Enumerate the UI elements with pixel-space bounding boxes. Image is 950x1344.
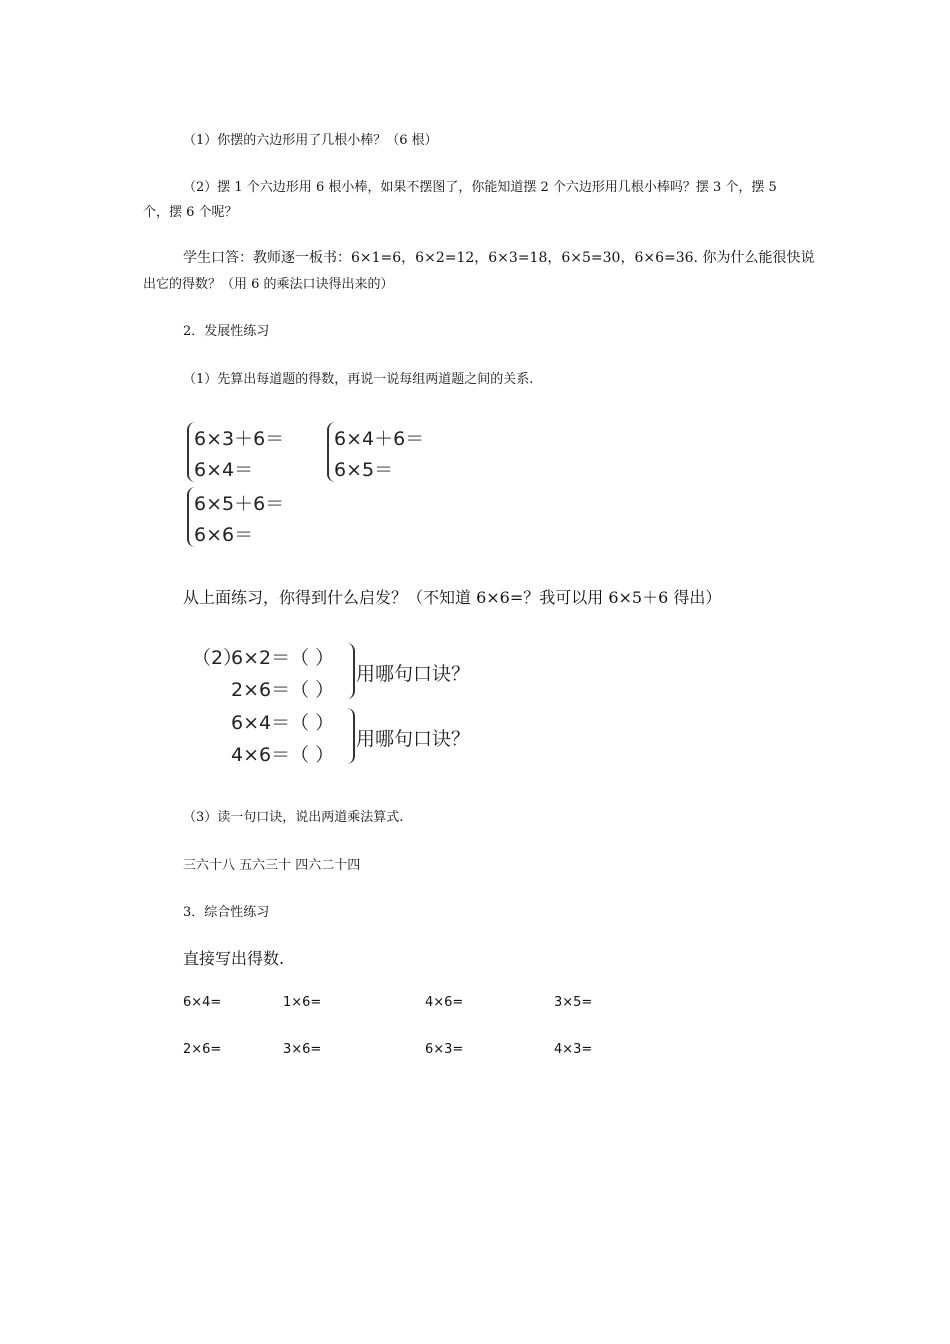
answer-cell: 1×6=	[283, 995, 322, 1010]
question-2-line-1: （2）摆 1 个六边形用 6 根小棒，如果不摆图了，你能知道摆 2 个六边形用几根小棒吗？摆 3 个，摆 5	[183, 180, 777, 195]
answer-cell: 6×4=	[183, 995, 222, 1010]
pair-2-line-2: 4×6＝（ ）	[231, 744, 335, 766]
question-1: （1）你摆的六边形用了几根小棒？（6 根）	[183, 133, 438, 148]
answer-cell: 4×3=	[554, 1042, 593, 1057]
question-2-line-2: 个，摆 6 个呢？	[143, 205, 238, 220]
pair-2-line-1: 6×4＝（ ）	[231, 712, 335, 734]
pair-1-line-2: 2×6＝（ ）	[231, 679, 335, 701]
pair-2-question: 用哪句口诀？	[356, 728, 471, 750]
group-3-top: 6×5＋6＝	[194, 493, 285, 515]
inspiration-question: 从上面练习，你得到什么启发？（不知道 6×6=？我可以用 6×5＋6 得出）	[183, 588, 722, 607]
student-answer-line-1: 学生口答：教师逐一板书：6×1=6，6×2=12，6×3=18，6×5=30，6×6=36. 你为什么能很快说	[183, 250, 815, 266]
group-1-top: 6×3＋6＝	[194, 428, 285, 450]
section-2-question-3: （3）读一句口诀，说出两道乘法算式.	[183, 810, 404, 825]
answer-cell: 6×3=	[425, 1042, 464, 1057]
section-3-title: 3．综合性练习	[183, 905, 270, 920]
group-3-bottom: 6×6＝	[194, 524, 254, 546]
student-answer-line-2: 出它的得数？（用 6 的乘法口诀得出来的）	[143, 277, 394, 292]
group-2-bottom: 6×5＝	[334, 459, 394, 481]
group-1-bottom: 6×4＝	[194, 459, 254, 481]
right-brace	[345, 708, 355, 764]
mnemonics-list: 三六十八 五六三十 四六二十四	[183, 858, 361, 873]
pair-1-question: 用哪句口诀？	[356, 663, 471, 685]
pair-1-line-1: 6×2＝（ ）	[231, 647, 335, 669]
answer-cell: 3×6=	[283, 1042, 322, 1057]
section-2-question-1: （1）先算出每道题的得数，再说一说每组两道题之间的关系.	[183, 372, 534, 387]
section-2-title: 2．发展性练习	[183, 324, 270, 339]
direct-answer-instruction: 直接写出得数.	[183, 949, 285, 968]
answer-cell: 3×5=	[554, 995, 593, 1010]
answer-cell: 4×6=	[425, 995, 464, 1010]
answer-cell: 2×6=	[183, 1042, 222, 1057]
exercise-2-prefix: （2）	[192, 647, 243, 669]
right-brace	[345, 643, 355, 699]
group-2-top: 6×4＋6＝	[334, 428, 425, 450]
